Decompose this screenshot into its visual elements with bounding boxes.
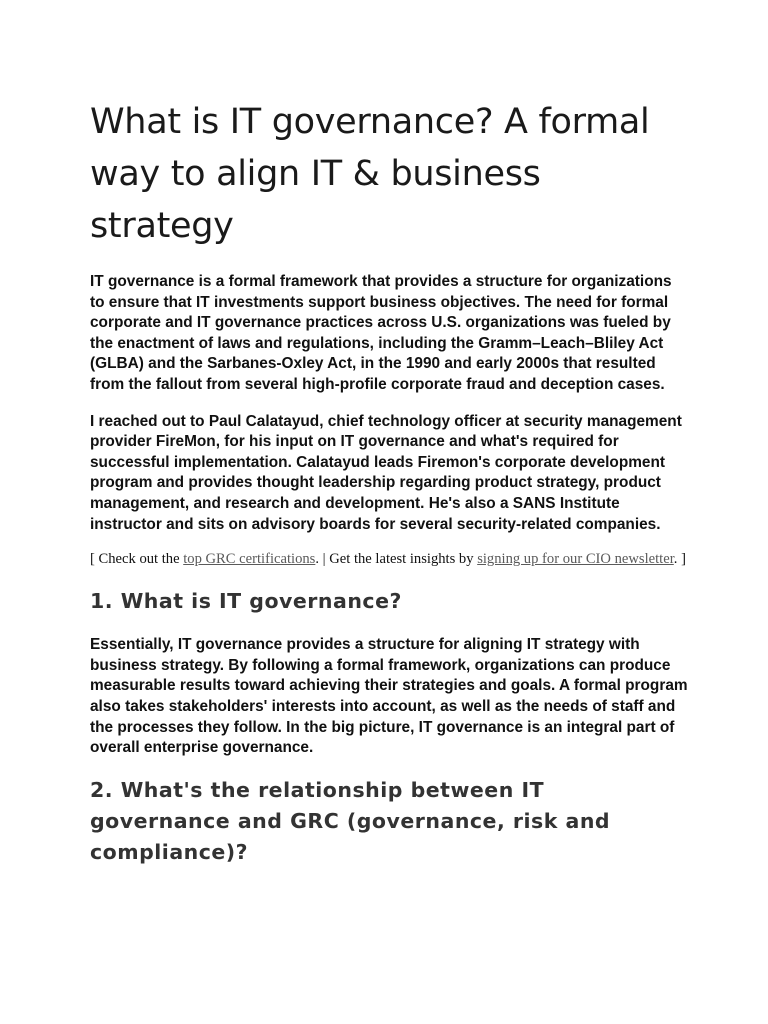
section-2-heading: 2. What's the relationship between IT governance and GRC (governance, risk and compliance)? [90,777,611,864]
second-paragraph: I reached out to Paul Calatayud, chief technology officer at security management provider FireMon, for his input on IT governance and what's required for successful implementation. Calatayud leads Firemon's corporate development program and provides thought leadership regarding product strategy, product management, and research and development. He's also a SANS Institute instructor and sits on advisory boards for several security-related companies. [90,412,682,533]
related-links-note [90,551,690,568]
intro-paragraph: IT governance is a formal framework that provides a structure for organizations to ensure that IT investments support business objectives. The need for formal corporate and IT governance practices across U.S. organizations was fueled by the enactment of laws and regulations, including the Gramm–Leach–Bliley Act (GLBA) and the Sarbanes-Oxley Act, in the 1990 and early 2000s that resulted from the fallout from several high-profile corporate fraud and deception cases. [90,273,672,393]
grc-certifications-link[interactable]: top GRC certifications [183,551,316,568]
note-middle: . | Get the latest insights by [315,551,478,568]
document-page [90,96,690,886]
section-1-heading: 1. What is IT governance? [90,589,402,614]
article-title: What is IT governance? A formal way to align IT & business strategy [90,102,650,246]
note-prefix: [ Check out the [90,551,184,568]
section-1-paragraph: Essentially, IT governance provides a structure for aligning IT strategy with business strategy. By following a formal framework, organizations can produce measurable results toward achieving their strategies and goals. A formal program also takes stakeholders' interests into account, as well as the needs of staff and the processes they follow. In the big picture, IT governance is an integral part of overall enterprise governance. [90,636,688,757]
note-suffix: . ] [673,551,686,568]
cio-newsletter-link[interactable]: signing up for our CIO newsletter [477,551,674,568]
